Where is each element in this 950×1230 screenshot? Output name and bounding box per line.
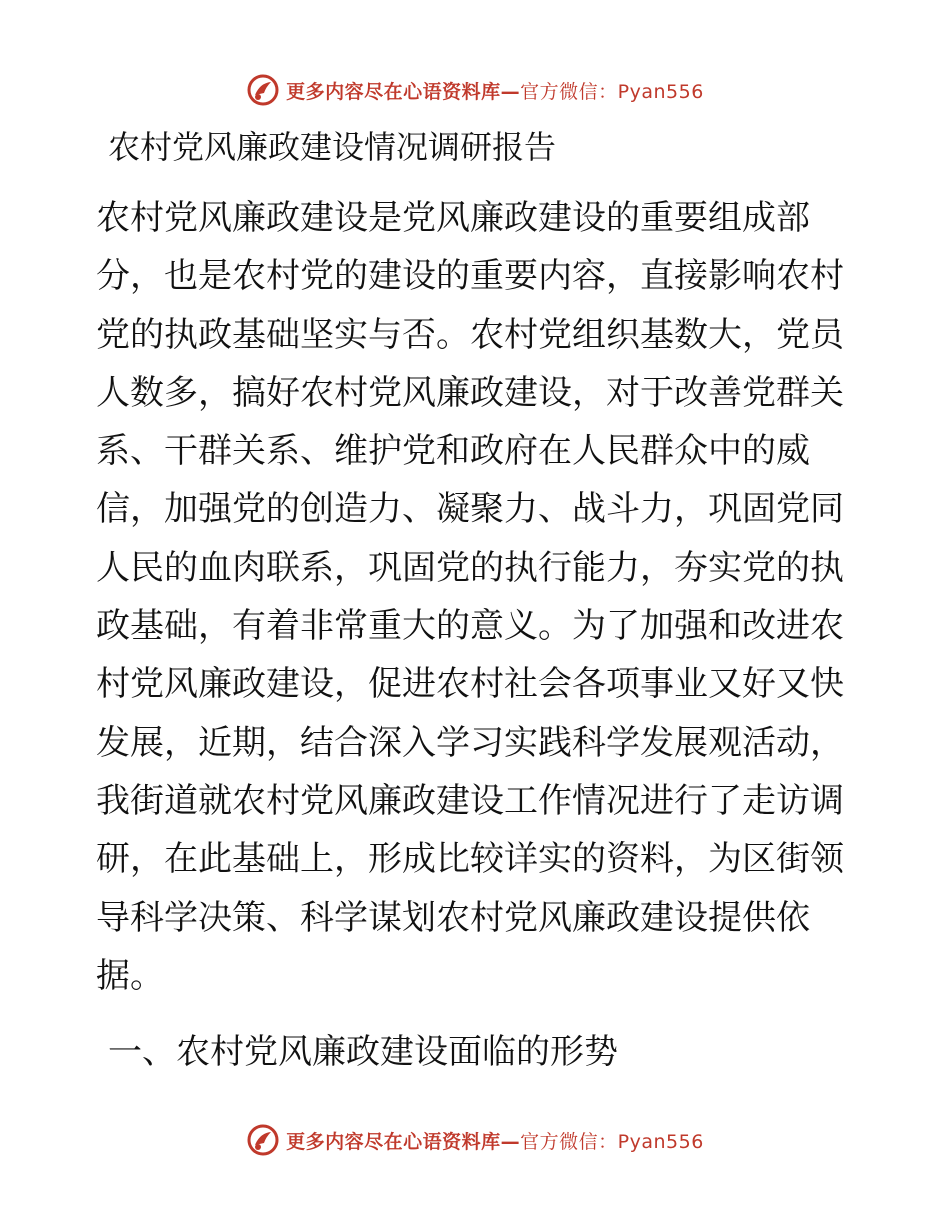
banner-text [286, 77, 704, 104]
header-banner [0, 70, 950, 110]
body-line: 人民的血肉联系，巩固党的执行能力，夯实党的执 [96, 547, 844, 588]
body-line: 我街道就农村党风廉政建设工作情况进行了走访调 [96, 780, 844, 821]
body-line: 农村党风廉政建设是党风廉政建设的重要组成部 [96, 198, 810, 238]
body-line: 据。 [96, 955, 164, 996]
document-title: 农村党风廉政建设情况调研报告 [108, 128, 557, 166]
banner-main-text: 更多内容尽在心语资料库— [286, 80, 521, 103]
body-line: 研，在此基础上，形成比较详实的资料，为区街领 [96, 839, 844, 880]
banner-wechat-text: 官方微信：Pyan556 [520, 80, 704, 103]
body-line: 分，也是农村党的建设的重要内容，直接影响农村 [96, 256, 844, 297]
brand-logo-icon [246, 73, 280, 107]
body-line: 导科学决策、科学谋划农村党风廉政建设提供依 [96, 897, 810, 938]
banner-main-text: 更多内容尽在心语资料库— [286, 1130, 521, 1153]
banner-text [286, 1127, 704, 1154]
body-line: 信，加强党的创造力、凝聚力、战斗力，巩固党同 [96, 489, 844, 530]
body-line: 政基础，有着非常重大的意义。为了加强和改进农 [96, 606, 844, 647]
body-line: 系、干群关系、维护党和政府在人民群众中的威 [96, 431, 810, 472]
footer-banner [0, 1120, 950, 1160]
body-line: 发展，近期，结合深入学习实践科学发展观活动， [96, 722, 844, 763]
document-body [96, 189, 856, 1005]
brand-logo-icon [246, 1123, 280, 1157]
banner-wechat-text: 官方微信：Pyan556 [520, 1130, 704, 1153]
body-line: 村党风廉政建设，促进农村社会各项事业又好又快 [96, 664, 844, 705]
body-line: 党的执政基础坚实与否。农村党组织基数大，党员 [96, 314, 844, 355]
body-line: 人数多，搞好农村党风廉政建设，对于改善党群关 [96, 372, 844, 413]
section-heading: 一、农村党风廉政建设面临的形势 [108, 1032, 618, 1072]
